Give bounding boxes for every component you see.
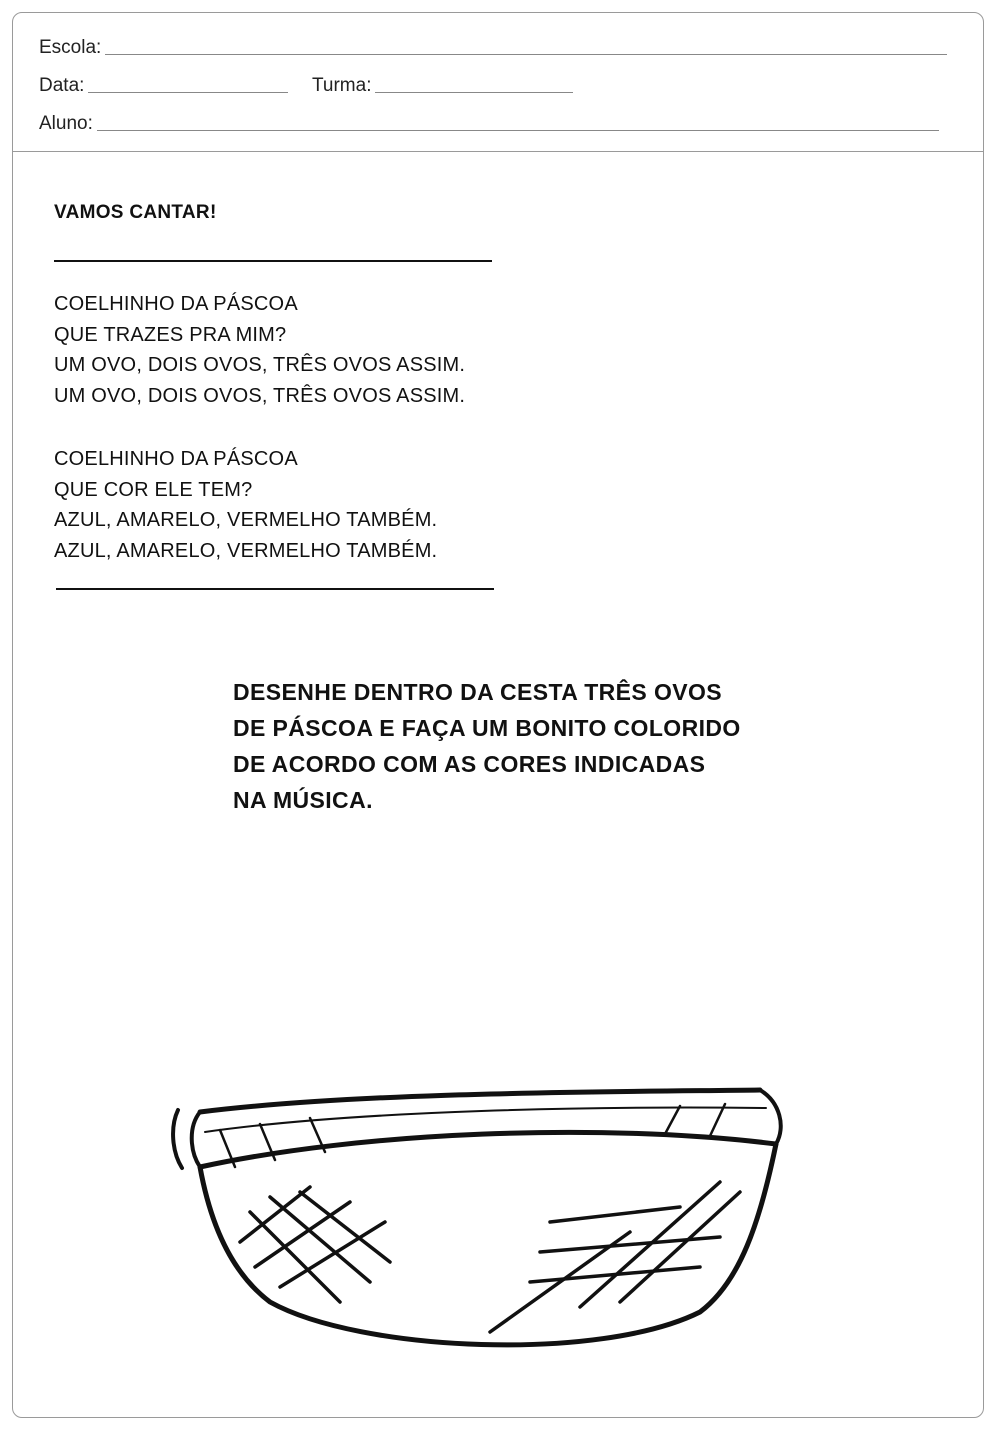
lyric-line: UM OVO, DOIS OVOS, TRÊS OVOS ASSIM.	[54, 384, 466, 407]
lyric-line: UM OVO, DOIS OVOS, TRÊS OVOS ASSIM.	[54, 354, 466, 376]
aluno-field	[39, 113, 939, 135]
escola-field	[39, 37, 947, 59]
data-label: Data:	[39, 75, 85, 96]
lyric-line: AZUL, AMARELO, VERMELHO TAMBÉM.	[54, 539, 438, 562]
lyric-line: AZUL, AMARELO, VERMELHO TAMBÉM.	[54, 509, 438, 531]
lyric-line: QUE TRAZES PRA MIM?	[54, 323, 287, 346]
escola-label: Escola:	[39, 37, 102, 58]
aluno-label: Aluno:	[39, 113, 93, 134]
instruction-line: DE ACORDO COM AS CORES INDICADAS	[233, 751, 706, 777]
instruction-line: DE PÁSCOA E FAÇA UM BONITO COLORIDO	[233, 715, 741, 741]
lyric-line: COELHINHO DA PÁSCOA	[54, 448, 298, 470]
lyric-line: COELHINHO DA PÁSCOA	[54, 293, 298, 315]
turma-blank-line[interactable]	[375, 91, 573, 93]
activity-instruction	[233, 674, 741, 818]
aluno-blank-line[interactable]	[97, 129, 939, 131]
song-stanza-2	[54, 444, 437, 566]
lyric-line: QUE COR ELE TEM?	[54, 478, 253, 501]
data-field	[39, 75, 288, 97]
song-divider-bottom	[56, 588, 494, 590]
basket-icon[interactable]	[160, 1072, 800, 1372]
song-stanza-1	[54, 289, 465, 411]
turma-field	[312, 75, 573, 97]
instruction-line: NA MÚSICA.	[233, 787, 373, 813]
data-blank-line[interactable]	[88, 91, 288, 93]
song-divider-top	[54, 260, 492, 262]
escola-blank-line[interactable]	[105, 53, 947, 55]
song-title: VAMOS CANTAR!	[54, 202, 217, 223]
student-info-header	[13, 13, 983, 152]
turma-label: Turma:	[312, 75, 372, 96]
instruction-line: DESENHE DENTRO DA CESTA TRÊS OVOS	[233, 679, 723, 705]
